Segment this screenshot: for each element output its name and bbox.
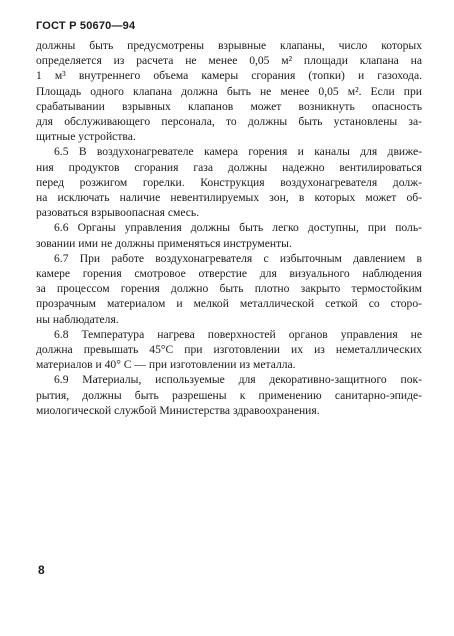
text-line: за процессом горения должно быть плотно закрыто термостойким <box>36 282 422 296</box>
text-line: щитные устройства. <box>36 130 136 144</box>
text-line: срабатывании взрывных клапанов может возникнуть опасность <box>36 99 422 113</box>
text-line: 6.8 Температура нагрева поверхностей органов управления не <box>54 327 422 341</box>
text-line: должна превышать 45°С при изготовлении их из неметаллических <box>36 343 422 357</box>
text-line: разоваться взрывоопасная смесь. <box>36 206 200 220</box>
text-line: камере горения смотровое отверстие для визуального наблюдения <box>36 267 422 281</box>
document-header: ГОСТ Р 50670—94 <box>36 20 136 32</box>
text-line: 6.5 В воздухонагревателе камера горения и каналы для движе- <box>54 145 422 159</box>
text-line: 6.6 Органы управления должны быть легко доступны, при поль- <box>54 221 422 235</box>
page-number: 8 <box>38 563 45 577</box>
text-line: ния продуктов сгорания газа должны надежно вентилироваться <box>36 160 422 174</box>
text-line: материалов и 40° С — при изготовлении из металла. <box>36 358 296 372</box>
text-line: зовании ими не должны применяться инструменты. <box>36 236 292 250</box>
text-line: Площадь одного клапана должна быть не менее 0,05 м². Если при <box>36 84 422 98</box>
text-line: 1 м³ внутреннего объема камеры сгорания (топки) и газохода. <box>36 69 422 83</box>
text-line: для обслуживающего персонала, то должны быть установлены за- <box>36 115 422 129</box>
text-line: ны наблюдателя. <box>36 312 119 326</box>
text-line: 6.9 Материалы, используемые для декоративно-защитного пок- <box>54 373 422 387</box>
text-line: 6.7 При работе воздухонагревателя с избыточным давлением в <box>54 251 422 265</box>
text-line: перед розжигом горелки. Конструкция воздухонагревателя долж- <box>36 175 422 189</box>
body-text <box>36 38 422 418</box>
text-line: рытия, должны быть разрешены к применению санитарно-эпиде- <box>36 388 422 402</box>
text-line: на исключать наличие невентилируемых зон, в которых может об- <box>36 191 422 205</box>
text-line: прозрачным материалом и мелкой металлической сеткой со сторо- <box>36 297 422 311</box>
text-line: определяется из расчета не менее 0,05 м² площади клапана на <box>36 54 422 68</box>
text-line: должны быть предусмотрены взрывные клапаны, число которых <box>36 39 422 52</box>
text-line: миологической службой Министерства здравоохранения. <box>36 403 320 417</box>
